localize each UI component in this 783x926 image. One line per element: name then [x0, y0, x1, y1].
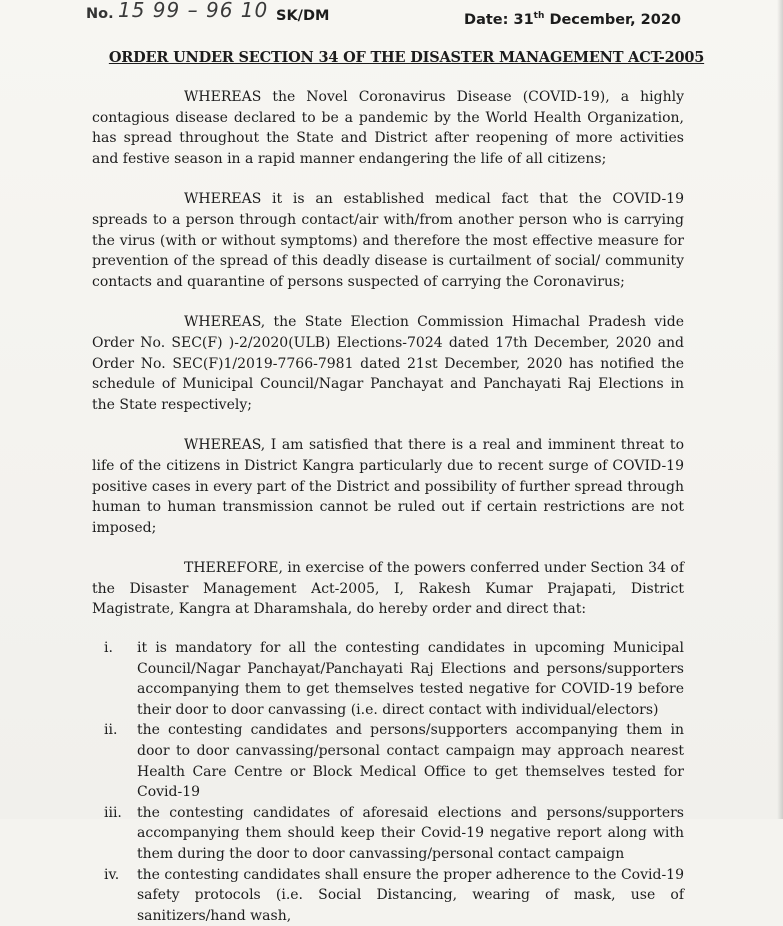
whereas-paragraph-1: WHEREAS the Novel Coronavirus Disease (COVID-19), a highly contagious disease declared to be a pandemic by the World Health Organization, has spread throughout the State and District after reopening of more activities and festive season in a rapid manner endangering the life of all citizens; — [92, 89, 684, 167]
item-number: iii. — [104, 804, 122, 821]
document-date — [464, 11, 681, 28]
order-title: ORDER UNDER SECTION 34 OF THE DISASTER MANAGEMENT ACT-2005 — [108, 49, 705, 66]
department-code: SK/DM — [276, 8, 330, 24]
item-number: i. — [104, 640, 113, 657]
date-suffix: th — [533, 11, 545, 21]
item-text: the contesting candidates shall ensure the proper adherence to the Covid-19 safety protocols (i.e. Social Distancing, wearing of mask, use of sanitizers/hand wash, — [137, 866, 684, 924]
item-number: iv. — [104, 866, 120, 883]
scan-edge-shadow — [777, 0, 783, 819]
directions-list — [92, 638, 684, 926]
list-item — [92, 865, 684, 926]
handwritten-reference-number: 15 99 – 96 10 — [118, 0, 269, 22]
whereas-paragraph-3: WHEREAS, the State Election Commission Himachal Pradesh vide Order No. SEC(F) )-2/2020(ULB) Elections-7024 dated 17th December, 2020 and Order No. SEC(F)1/2019-7766-7981 dated 21st December, 2020 has notified the schedule of Municipal Council/Nagar Panchayat and Panchayati Raj Elections in the State respectively; — [92, 314, 684, 413]
date-rest: December, 2020 — [544, 11, 681, 28]
whereas-paragraph-2: WHEREAS it is an established medical fact that the COVID-19 spreads to a person through contact/air with/from another person who is carrying the virus (with or without symptoms) and therefore the most effective measure for prevention of the spread of this deadly disease is curtailment of social/ community contacts and quarantine of persons suspected of carrying the Coronavirus; — [92, 191, 684, 290]
item-text: the contesting candidates of aforesaid elections and persons/supporters accompanying them should keep their Covid-19 negative report along with them during the door to door canvassing/personal contact campaign — [137, 804, 684, 862]
item-number: ii. — [104, 722, 118, 739]
item-text: it is mandatory for all the contesting candidates in upcoming Municipal Council/Nagar Panchayat/Panchayati Raj Elections and persons/supporters accompanying them to get themselves tested negative for COVID-19 before their door to door canvassing (i.e. direct contact with individual/electors) — [137, 640, 684, 718]
therefore-paragraph: THEREFORE, in exercise of the powers conferred under Section 34 of the Disaster Management Act-2005, I, Rakesh Kumar Prajapati, District Magistrate, Kangra at Dharamshala, do hereby order and direct that: — [92, 560, 684, 618]
list-item — [92, 803, 684, 865]
reference-prefix: No. — [86, 6, 114, 22]
document-header — [0, 2, 783, 32]
whereas-paragraph-4: WHEREAS, I am satisfied that there is a real and imminent threat to life of the citizens in District Kangra particularly due to recent surge of COVID-19 positive cases in every part of the District and possibility of further spread through human to human transmission cannot be ruled out if certain restrictions are not imposed; — [92, 437, 684, 536]
order-body — [92, 87, 684, 926]
item-text: the contesting candidates and persons/supporters accompanying them in door to door canvassing/personal contact campaign may approach nearest Health Care Centre or Block Medical Office to get themselves tested for Covid-19 — [137, 722, 684, 801]
list-item — [92, 720, 684, 802]
list-item — [92, 638, 684, 720]
date-label: Date: 31 — [464, 11, 534, 28]
